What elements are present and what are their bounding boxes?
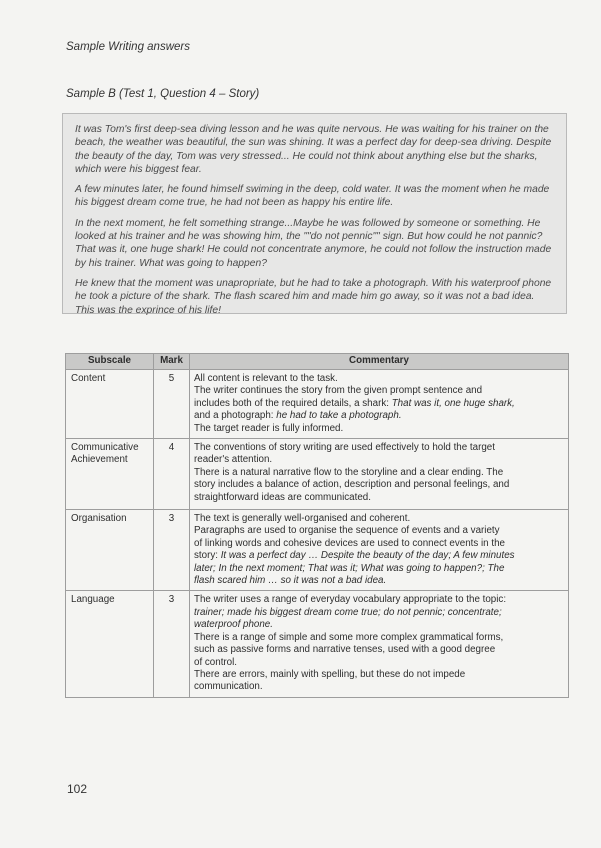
commentary-line: The target reader is fully informed.	[194, 422, 344, 434]
commentary-cell	[190, 591, 569, 697]
commentary-line: There is a range of simple and some more complex grammatical forms,	[194, 631, 504, 643]
commentary-line: The writer continues the story from the given prompt sentence and	[194, 385, 483, 397]
page-number: 102	[67, 782, 88, 796]
running-head: Sample Writing answers	[66, 41, 190, 53]
commentary-line: of control.	[194, 656, 238, 668]
commentary-line: reader's attention.	[194, 454, 273, 466]
commentary-line: waterproof phone.	[194, 619, 273, 631]
mark-cell: 5	[154, 370, 190, 439]
table-row	[66, 510, 569, 591]
commentary-line: includes both of the required details, a shark: That was it, one huge shark,	[194, 397, 515, 409]
mark-cell: 3	[154, 510, 190, 591]
commentary-line: The conventions of story writing are used effectively to hold the target	[194, 442, 495, 454]
subscale-cell: Language	[66, 591, 154, 697]
commentary-line: All content is relevant to the task.	[194, 373, 338, 384]
commentary-cell	[190, 370, 569, 439]
header-mark: Mark	[154, 354, 190, 370]
header-commentary: Commentary	[190, 354, 569, 370]
commentary-cell	[190, 510, 569, 591]
story-box	[62, 113, 567, 314]
subscale-cell: Organisation	[66, 510, 154, 591]
commentary-line: such as passive forms and narrative tenses, used with a good degree	[194, 644, 496, 656]
story-paragraph-1: It was Tom's first deep-sea diving lesson and he was quite nervous. He was waiting for his trainer on the beach, the weather was beautiful, the sun was shining. It was a perfect day for deep-sea driving. Despite the beauty of the day, Tom was very stressed... He could not think about anything else but the sharks, which were his biggest fear.	[75, 124, 552, 175]
subscale-cell: Content	[66, 370, 154, 439]
table-row	[66, 591, 569, 697]
commentary-line: of linking words and cohesive devices are used to connect events in the	[194, 537, 505, 549]
commentary-line: The writer uses a range of everyday vocabulary appropriate to the topic:	[194, 594, 507, 606]
commentary-line: and a photograph: he had to take a photograph.	[194, 410, 402, 422]
table-row	[66, 439, 569, 510]
table-row	[66, 370, 569, 439]
mark-cell: 4	[154, 439, 190, 510]
subscale-cell: Communicative Achievement	[66, 439, 154, 510]
story-paragraph-3: In the next moment, he felt something strange...Maybe he was followed by someone or something. He looked at his trainer and he was showing him, the ""do not pennic"" sign. But how could he not pannic? That was it, one huge shark! He could not concentrate anymore, he could not follow the instruction made by his trainer. What was going to happen?	[75, 217, 552, 269]
commentary-line: flash scared him … so it was not a bad idea.	[194, 575, 387, 587]
commentary-line: later; In the next moment; That was it; What was going to happen?; The	[194, 562, 505, 574]
story-paragraph-2: A few minutes later, he found himself swiming in the deep, cold water. It was the moment when he made his biggest dream come true, he had not been as happy his entire life.	[75, 184, 550, 209]
commentary-line: straightforward ideas are communicated.	[194, 491, 371, 503]
commentary-line: story includes a balance of action, description and personal feelings, and	[194, 479, 510, 491]
commentary-line: story: It was a perfect day … Despite the beauty of the day; A few minutes	[194, 550, 515, 562]
commentary-line: Paragraphs are used to organise the sequence of events and a variety	[194, 525, 500, 537]
header-subscale: Subscale	[66, 354, 154, 370]
commentary-cell	[190, 439, 569, 510]
commentary-line: There are errors, mainly with spelling, but these do not impede	[194, 668, 466, 680]
story-paragraph-4: He knew that the moment was unapropriate, but he had to take a photograph. With his waterproof phone he took a picture of the shark. The flash scared him and made him go away, so it was not a bad idea. This was the exprince of his life!	[75, 277, 552, 316]
commentary-line: The text is generally well-organised and coherent.	[194, 513, 411, 525]
sample-heading: Sample B (Test 1, Question 4 – Story)	[66, 88, 260, 100]
commentary-line: There is a natural narrative flow to the storyline and a clear ending. The	[194, 466, 504, 478]
commentary-line: trainer; made his biggest dream come true; do not pennic; concentrate;	[194, 606, 502, 618]
table-header-row	[66, 354, 569, 370]
mark-cell: 3	[154, 591, 190, 697]
commentary-line: communication.	[194, 681, 263, 693]
assessment-table	[65, 353, 569, 698]
